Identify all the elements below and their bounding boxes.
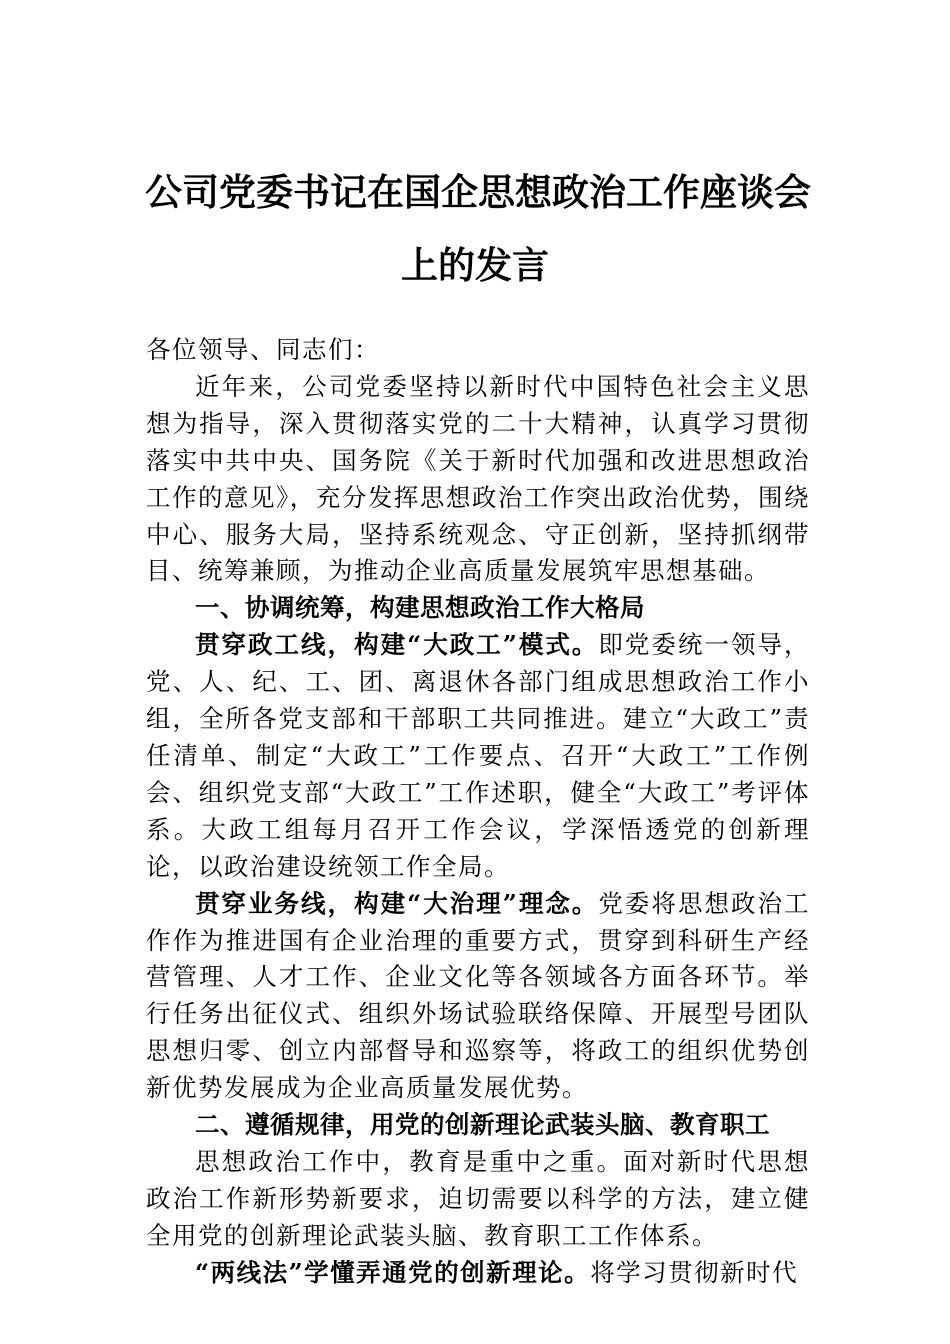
document-title-line-2: 上的发言 — [401, 243, 549, 287]
intro-paragraph: 近年来，公司党委坚持以新时代中国特色社会主义思想为指导，深入贯彻落实党的二十大精神，认真学习贯彻落实中共中央、国务院《关于新时代加强和改进思想政治工作的意见》，充分发挥思想政治工作突出政治优势，围绕中心、服务大局，坚持系统观念、守正创新，坚持抓纲带目、统筹兼顾，为推动企业高质量发展筑牢思想基础。 — [146, 371, 810, 586]
paragraph-1-lead: 贯穿政工线，构建“大政工”模式。 — [195, 630, 599, 660]
paragraph-4-text: 将学习贯彻新时代 — [590, 1257, 799, 1287]
paragraph-1-text: 即党委统一领导，党、人、纪、工、团、离退休各部门组成思想政治工作小组，全所各党支部和干部职工共同推进。建立“大政工”责任清单、制定“大政工”工作要点、召开“大政工”工作例会、组织党支部“大政工”工作述职，健全“大政工”考评体系。大政工组每月召开工作会议，学深悟透党的创新理论，以政治建设统领工作全局。 — [146, 630, 811, 881]
document-title-line-1: 公司党委书记在国企思想政治工作座谈会 — [145, 170, 811, 214]
paragraph-3: 思想政治工作中，教育是重中之重。面对新时代思想政治工作新形势新要求，迫切需要以科学的方法，建立健全用党的创新理论武装头脑、教育职工工作体系。 — [146, 1146, 810, 1250]
paragraph-2-text: 党委将思想政治工作作为推进国有企业治理的重要方式，贯穿到科研生产经营管理、人才工作、企业文化等各领域各方面各环节。举行任务出征仪式、组织外场试验联络保障、开展型号团队思想归零、创立内部督导和巡察等，将政工的组织优势创新优势发展成为企业高质量发展优势。 — [146, 888, 811, 1103]
paragraph-2-lead: 贯穿业务线，构建“大治理”理念。 — [195, 888, 599, 918]
section-2-heading: 二、遵循规律，用党的创新理论武装头脑、教育职工 — [195, 1110, 770, 1140]
paragraph-2 — [146, 886, 810, 1107]
paragraph-4 — [146, 1255, 810, 1292]
section-1-heading: 一、协调统筹，构建思想政治工作大格局 — [195, 593, 645, 623]
paragraph-1 — [146, 627, 810, 885]
salutation: 各位领导、同志们： — [146, 335, 380, 364]
paragraph-4-lead: “两线法”学懂弄通党的创新理论。 — [195, 1257, 591, 1287]
document-body — [146, 332, 810, 1292]
